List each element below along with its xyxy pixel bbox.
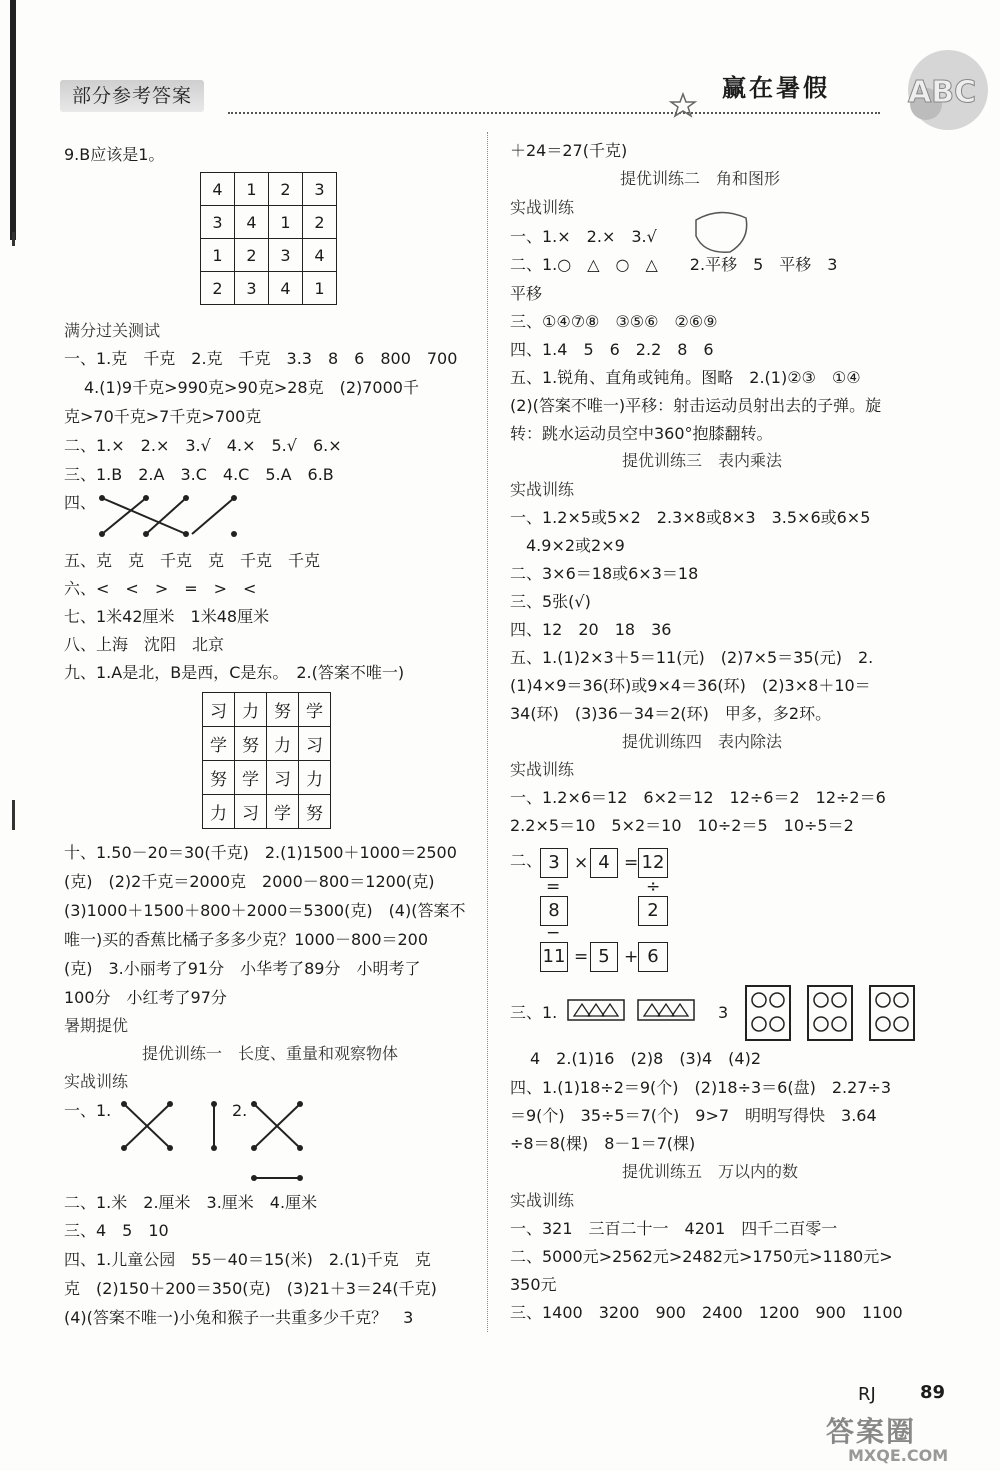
grid-cell: 习 xyxy=(203,693,235,727)
grid-cell: 4 xyxy=(269,272,303,305)
answer-line: 二、1.米 2.厘米 3.厘米 4.厘米 xyxy=(64,1193,318,1212)
grid-cell: 学 xyxy=(299,693,331,727)
answer-line: 转：跳水运动员空中360°抱膝翻转。 xyxy=(510,424,773,443)
section-heading: 提优训练三 表内乘法 xyxy=(622,451,783,470)
answer-line: 9.B应该是1。 xyxy=(64,145,165,164)
grid-cell: 1 xyxy=(269,206,303,239)
grid-cell: 3 xyxy=(303,173,337,206)
binding-mark xyxy=(12,800,15,830)
answer-line: 三、4 5 10 xyxy=(64,1221,169,1240)
watermark-url: MXQE.COM xyxy=(848,1446,949,1465)
answer-line: 一、1.× 2.× 3.√ xyxy=(510,227,657,246)
answer-line: 十、1.50－20＝30(千克) 2.(1)1500＋1000＝2500 xyxy=(64,843,457,862)
number-grid xyxy=(200,172,337,305)
answer-line: 四、1.(1)18÷2＝9(个) (2)18÷3＝6(盘) 2.27÷3 xyxy=(510,1078,892,1097)
answer-line: 一、321 三百二十一 4201 四千二百零一 xyxy=(510,1219,838,1238)
grid-cell: 习 xyxy=(299,727,331,761)
answer-line: 2.2×5＝10 5×2＝10 10÷2＝5 10÷5＝2 xyxy=(510,816,854,835)
answer-line: 4 2.(1)16 (2)8 (3)4 (4)2 xyxy=(530,1049,762,1068)
answer-line: 二、1.× 2.× 3.√ 4.× 5.√ 6.× xyxy=(64,436,342,455)
answer-line: 三、1400 3200 900 2400 1200 900 1100 xyxy=(510,1303,903,1322)
answer-line: (克) 3.小丽考了91分 小华考了89分 小明考了 xyxy=(64,959,421,978)
answer-line: 六、< < > = > < xyxy=(64,579,257,598)
grid-cell: 努 xyxy=(203,761,235,795)
answer-line: (3)1000＋1500＋800＋2000＝5300(克) (4)(答案不 xyxy=(64,901,466,920)
answer-line: 一、1.克 千克 2.克 千克 3.3 8 6 800 700 xyxy=(64,349,458,368)
answer-line: 九、1.A是北，B是西，C是东。 2.(答案不唯一) xyxy=(64,663,405,682)
answer-line: 2. xyxy=(232,1101,248,1120)
answer-line: 一、1. xyxy=(64,1101,112,1120)
answer-line: (克) (2)2千克＝2000克 2000－800＝1200(克) xyxy=(64,872,435,891)
grid-cell: 3 xyxy=(269,239,303,272)
answer-line: 四、1.儿童公园 55－40＝15(米) 2.(1)千克 克 xyxy=(64,1250,431,1269)
answer-line: 五、1.锐角、直角或钝角。图略 2.(1)②③ ①④ xyxy=(510,368,861,387)
grid-cell: 习 xyxy=(235,795,267,829)
puzzle-operator: + xyxy=(624,947,639,967)
grid-cell: 学 xyxy=(203,727,235,761)
answer-line: 五、1.(1)2×3＋5＝11(元) (2)7×5＝35(元) 2. xyxy=(510,648,874,667)
answer-line: 4.(1)9千克>990克>90克>28克 (2)7000千 xyxy=(84,378,419,397)
grid-cell: 习 xyxy=(267,761,299,795)
header-divider xyxy=(228,112,880,114)
answer-line: ＝9(个) 35÷5＝7(个) 9>7 明明写得快 3.64 xyxy=(510,1106,877,1125)
section-heading: 实战训练 xyxy=(510,760,575,779)
section-heading: 提优训练二 角和图形 xyxy=(620,169,781,188)
puzzle-operator: − xyxy=(546,923,561,943)
puzzle-operator: = xyxy=(574,947,589,967)
grid-cell: 3 xyxy=(201,206,235,239)
answer-line: 一、1.2×6＝12 6×2＝12 12÷6＝2 12÷2＝6 xyxy=(510,788,886,807)
answer-line: ÷8＝8(棵) 8－1＝7(棵) xyxy=(510,1134,696,1153)
abc-logo-text: ABC xyxy=(908,75,977,110)
puzzle-box: 6 xyxy=(638,942,668,972)
answer-line: 三、5张(√) xyxy=(510,592,591,611)
puzzle-operator: = xyxy=(546,877,561,897)
answer-line: 五、克 克 千克 克 千克 千克 xyxy=(64,551,321,570)
answer-line: 七、1米42厘米 1米48厘米 xyxy=(64,607,270,626)
puzzle-box: 8 xyxy=(540,896,568,926)
answer-line: 克 (2)150＋200＝350(克) (3)21＋3＝24(千克) xyxy=(64,1279,437,1298)
grid-cell: 努 xyxy=(299,795,331,829)
answer-line: 三、1. xyxy=(510,1003,558,1022)
section-heading: 实战训练 xyxy=(510,1191,575,1210)
answer-line: 唯一)买的香蕉比橘子多多少克？1000－800＝200 xyxy=(64,930,429,949)
puzzle-box: 3 xyxy=(540,848,568,878)
section-heading: 实战训练 xyxy=(510,198,575,217)
grid-cell: 4 xyxy=(303,239,337,272)
grid-cell: 努 xyxy=(235,727,267,761)
edition-label: RJ xyxy=(858,1384,876,1405)
answer-line: (4)(答案不唯一)小兔和猴子一共重多少千克？ 3 xyxy=(64,1308,414,1327)
answer-line: 34(环) (3)36－34＝2(环) 甲多，多2环。 xyxy=(510,704,832,723)
section-label: 部分参考答案 xyxy=(60,80,204,112)
answer-line: ＋24＝27(千克) xyxy=(510,141,628,160)
binding-mark xyxy=(12,232,15,246)
binding-bar xyxy=(10,0,16,240)
answer-line: 八、上海 沈阳 北京 xyxy=(64,635,225,654)
character-grid xyxy=(202,692,331,829)
puzzle-box: 5 xyxy=(590,942,618,972)
star-icon xyxy=(668,92,698,118)
answer-line: 四、12 20 18 36 xyxy=(510,620,672,639)
puzzle-box: 2 xyxy=(638,896,668,926)
triangle-groups-figure xyxy=(566,996,706,1024)
puzzle-operator: × xyxy=(574,853,589,873)
grid-cell: 力 xyxy=(235,693,267,727)
answer-line: 四、 xyxy=(64,493,97,512)
grid-cell: 4 xyxy=(235,206,269,239)
answer-line: 四、1.4 5 6 2.2 8 6 xyxy=(510,340,714,359)
abc-logo-icon xyxy=(886,44,996,134)
puzzle-operator: = xyxy=(624,853,639,873)
grid-cell: 力 xyxy=(267,727,299,761)
answer-line: 3 xyxy=(718,1003,729,1022)
grid-cell: 4 xyxy=(201,173,235,206)
circle-groups-figure xyxy=(744,984,924,1044)
line-matching-figure xyxy=(112,1098,322,1188)
grid-cell: 力 xyxy=(299,761,331,795)
answer-line: 二、1.○ △ ○ △ 2.平移 5 平移 3 xyxy=(510,255,838,274)
page-number: 89 xyxy=(920,1382,946,1403)
section-heading: 实战训练 xyxy=(510,480,575,499)
answer-line: 三、1.B 2.A 3.C 4.C 5.A 6.B xyxy=(64,465,334,484)
matching-lines-figure xyxy=(96,490,246,540)
section-heading: 满分过关测试 xyxy=(64,321,161,340)
section-heading: 提优训练一 长度、重量和观察物体 xyxy=(142,1044,399,1063)
answer-line: (1)4×9＝36(环)或9×4＝36(环) (2)3×8＋10＝ xyxy=(510,676,871,695)
grid-cell: 2 xyxy=(303,206,337,239)
section-heading: 实战训练 xyxy=(64,1072,129,1091)
stamp-icon xyxy=(690,206,752,256)
answer-line: 二、 xyxy=(510,851,543,870)
book-title: 赢在暑假 xyxy=(722,74,830,102)
answer-line: 二、3×6＝18或6×3＝18 xyxy=(510,564,699,583)
grid-cell: 2 xyxy=(235,239,269,272)
answer-line: (2)(答案不唯一)平移：射击运动员射出去的子弹。旋 xyxy=(510,396,882,415)
grid-cell: 3 xyxy=(235,272,269,305)
grid-cell: 2 xyxy=(201,272,235,305)
answer-line: 一、1.2×5或5×2 2.3×8或8×3 3.5×6或6×5 xyxy=(510,508,871,527)
grid-cell: 学 xyxy=(235,761,267,795)
section-heading: 提优训练四 表内除法 xyxy=(622,732,783,751)
section-heading: 提优训练五 万以内的数 xyxy=(622,1162,799,1181)
watermark-logo: 答案圈 xyxy=(826,1415,917,1448)
answer-line: 350元 xyxy=(510,1275,557,1294)
grid-cell: 1 xyxy=(235,173,269,206)
section-heading: 暑期提优 xyxy=(64,1016,129,1035)
answer-line: 克>70千克>7千克>700克 xyxy=(64,407,262,426)
puzzle-box: 4 xyxy=(590,848,618,878)
answer-line: 平移 xyxy=(510,284,543,303)
grid-cell: 力 xyxy=(203,795,235,829)
answer-line: 二、5000元>2562元>2482元>1750元>1180元> xyxy=(510,1247,893,1266)
grid-cell: 2 xyxy=(269,173,303,206)
grid-cell: 1 xyxy=(201,239,235,272)
grid-cell: 学 xyxy=(267,795,299,829)
puzzle-operator: ÷ xyxy=(646,877,661,897)
column-divider xyxy=(487,132,488,1332)
answer-line: 4.9×2或2×9 xyxy=(526,536,625,555)
puzzle-box: 12 xyxy=(638,848,668,878)
grid-cell: 1 xyxy=(303,272,337,305)
grid-cell: 努 xyxy=(267,693,299,727)
puzzle-box: 11 xyxy=(540,942,568,972)
answer-line: 三、①④⑦⑧ ③⑤⑥ ②⑥⑨ xyxy=(510,312,718,331)
answer-line: 100分 小红考了97分 xyxy=(64,988,227,1007)
